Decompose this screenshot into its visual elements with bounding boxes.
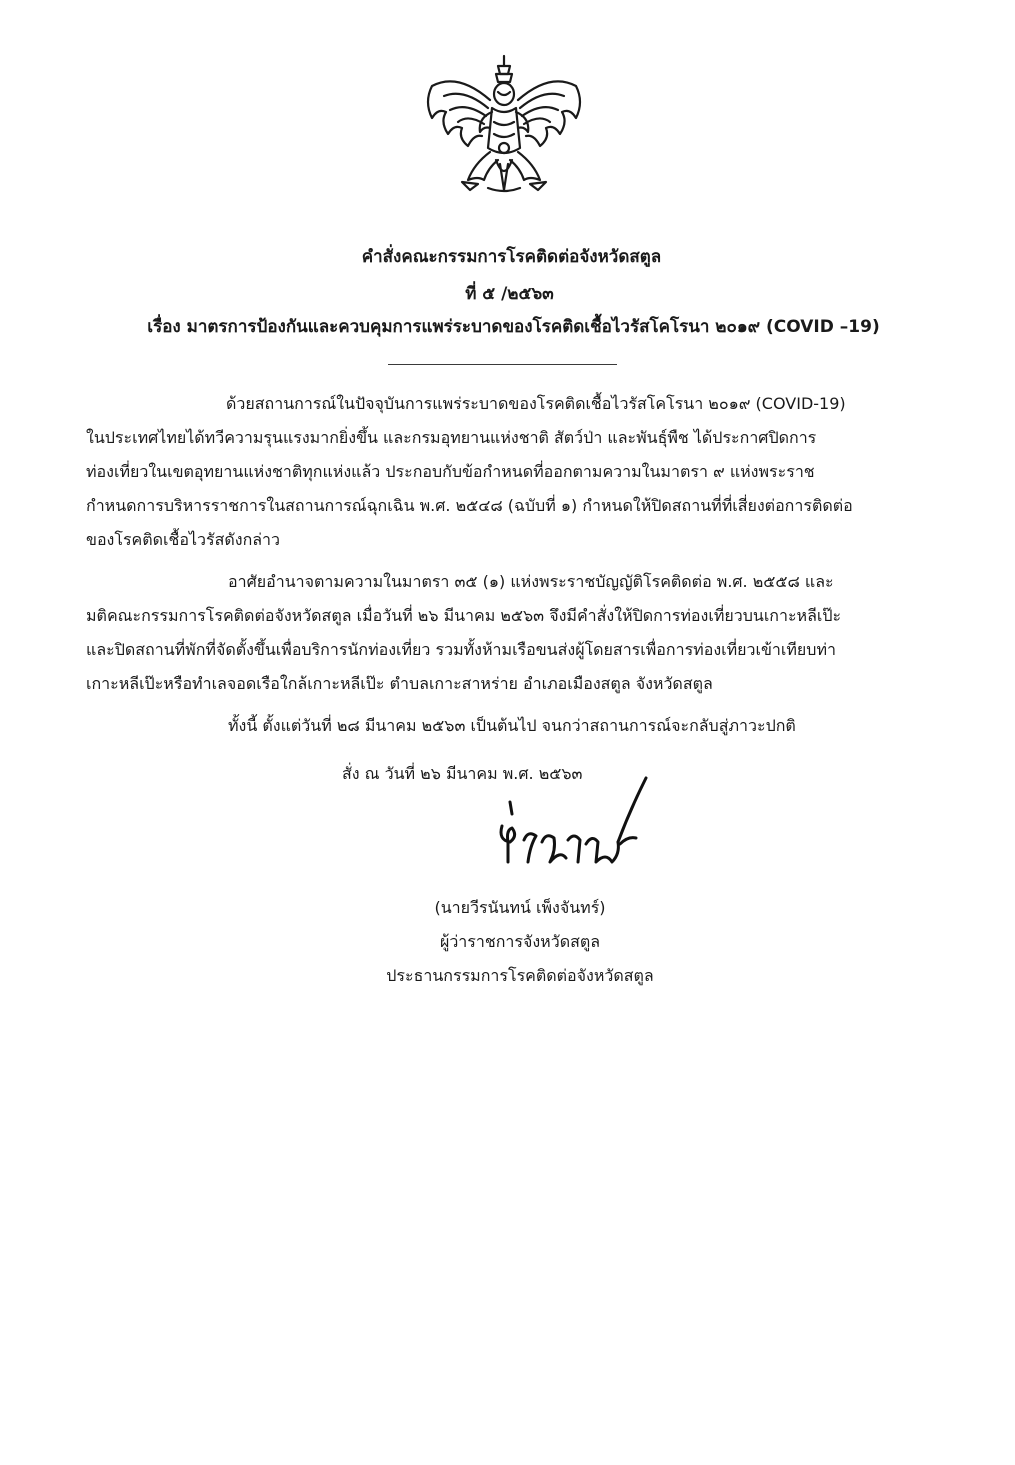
garuda-emblem-icon bbox=[418, 52, 590, 210]
order-subject: เรื่อง มาตรการป้องกันและควบคุมการแพร่ระบาดของโรคติดเชื้อไวรัสโคโรนา ๒๐๑๙ (COVID –19) bbox=[147, 317, 880, 337]
paragraph1-line: ในประเทศไทยได้ทวีความรุนแรงมากยิ่งขึ้น และกรมอุทยานแห่งชาติ สัตว์ป่า และพันธุ์พืช ได้ประกาศปิดการ bbox=[86, 428, 817, 447]
paragraph1-line: ท่องเที่ยวในเขตอุทยานแห่งชาติทุกแห่งแล้ว ประกอบกับข้อกำหนดที่ออกตามความในมาตรา ๙ แห่งพระราช bbox=[86, 462, 815, 481]
signer-role: ประธานกรรมการโรคติดต่อจังหวัดสตูล bbox=[386, 966, 654, 985]
order-number: ที่ ๕ /๒๕๖๓ bbox=[465, 284, 554, 304]
paragraph1-line: กำหนดการบริหารราชการในสถานการณ์ฉุกเฉิน พ.ศ. ๒๕๔๘ (ฉบับที่ ๑) กำหนดให้ปิดสถานที่ที่เสี่ยงต่อการติดต่อ bbox=[86, 496, 853, 515]
signer-name: (นายวีรนันทน์ เพ็งจันทร์) bbox=[434, 898, 606, 917]
header-divider bbox=[388, 364, 617, 365]
signer-position: ผู้ว่าราชการจังหวัดสตูล bbox=[439, 932, 601, 951]
order-title: คำสั่งคณะกรรมการโรคติดต่อจังหวัดสตูล bbox=[361, 247, 662, 267]
effective-date: ทั้งนี้ ตั้งแต่วันที่ ๒๘ มีนาคม ๒๕๖๓ เป็นต้นไป จนกว่าสถานการณ์จะกลับสู่ภาวะปกติ bbox=[228, 716, 796, 735]
ordered-date: สั่ง ณ วันที่ ๒๖ มีนาคม พ.ศ. ๒๕๖๓ bbox=[342, 764, 583, 783]
paragraph2-line: มติคณะกรรมการโรคติดต่อจังหวัดสตูล เมื่อวันที่ ๒๖ มีนาคม ๒๕๖๓ จึงมีคำสั่งให้ปิดการท่องเที่ยวบนเกาะหลีเป๊ะ bbox=[86, 606, 842, 625]
signature-icon bbox=[470, 770, 670, 880]
paragraph2-line: อาศัยอำนาจตามความในมาตรา ๓๕ (๑) แห่งพระราชบัญญัติโรคติดต่อ พ.ศ. ๒๕๕๘ และ bbox=[228, 572, 834, 591]
paragraph2-line: และปิดสถานที่พักที่จัดตั้งขึ้นเพื่อบริการนักท่องเที่ยว รวมทั้งห้ามเรือขนส่งผู้โดยสารเพื่อการท่องเที่ยวเข้าเทียบท่า bbox=[86, 640, 836, 659]
paragraph1-line: ด้วยสถานการณ์ในปัจจุบันการแพร่ระบาดของโรคติดเชื้อไวรัสโคโรนา ๒๐๑๙ (COVID-19) bbox=[226, 394, 846, 413]
paragraph2-line: เกาะหลีเป๊ะหรือทำเลจอดเรือใกล้เกาะหลีเป๊ะ ตำบลเกาะสาหร่าย อำเภอเมืองสตูล จังหวัดสตูล bbox=[86, 674, 713, 693]
paragraph1-line: ของโรคติดเชื้อไวรัสดังกล่าว bbox=[86, 530, 281, 549]
